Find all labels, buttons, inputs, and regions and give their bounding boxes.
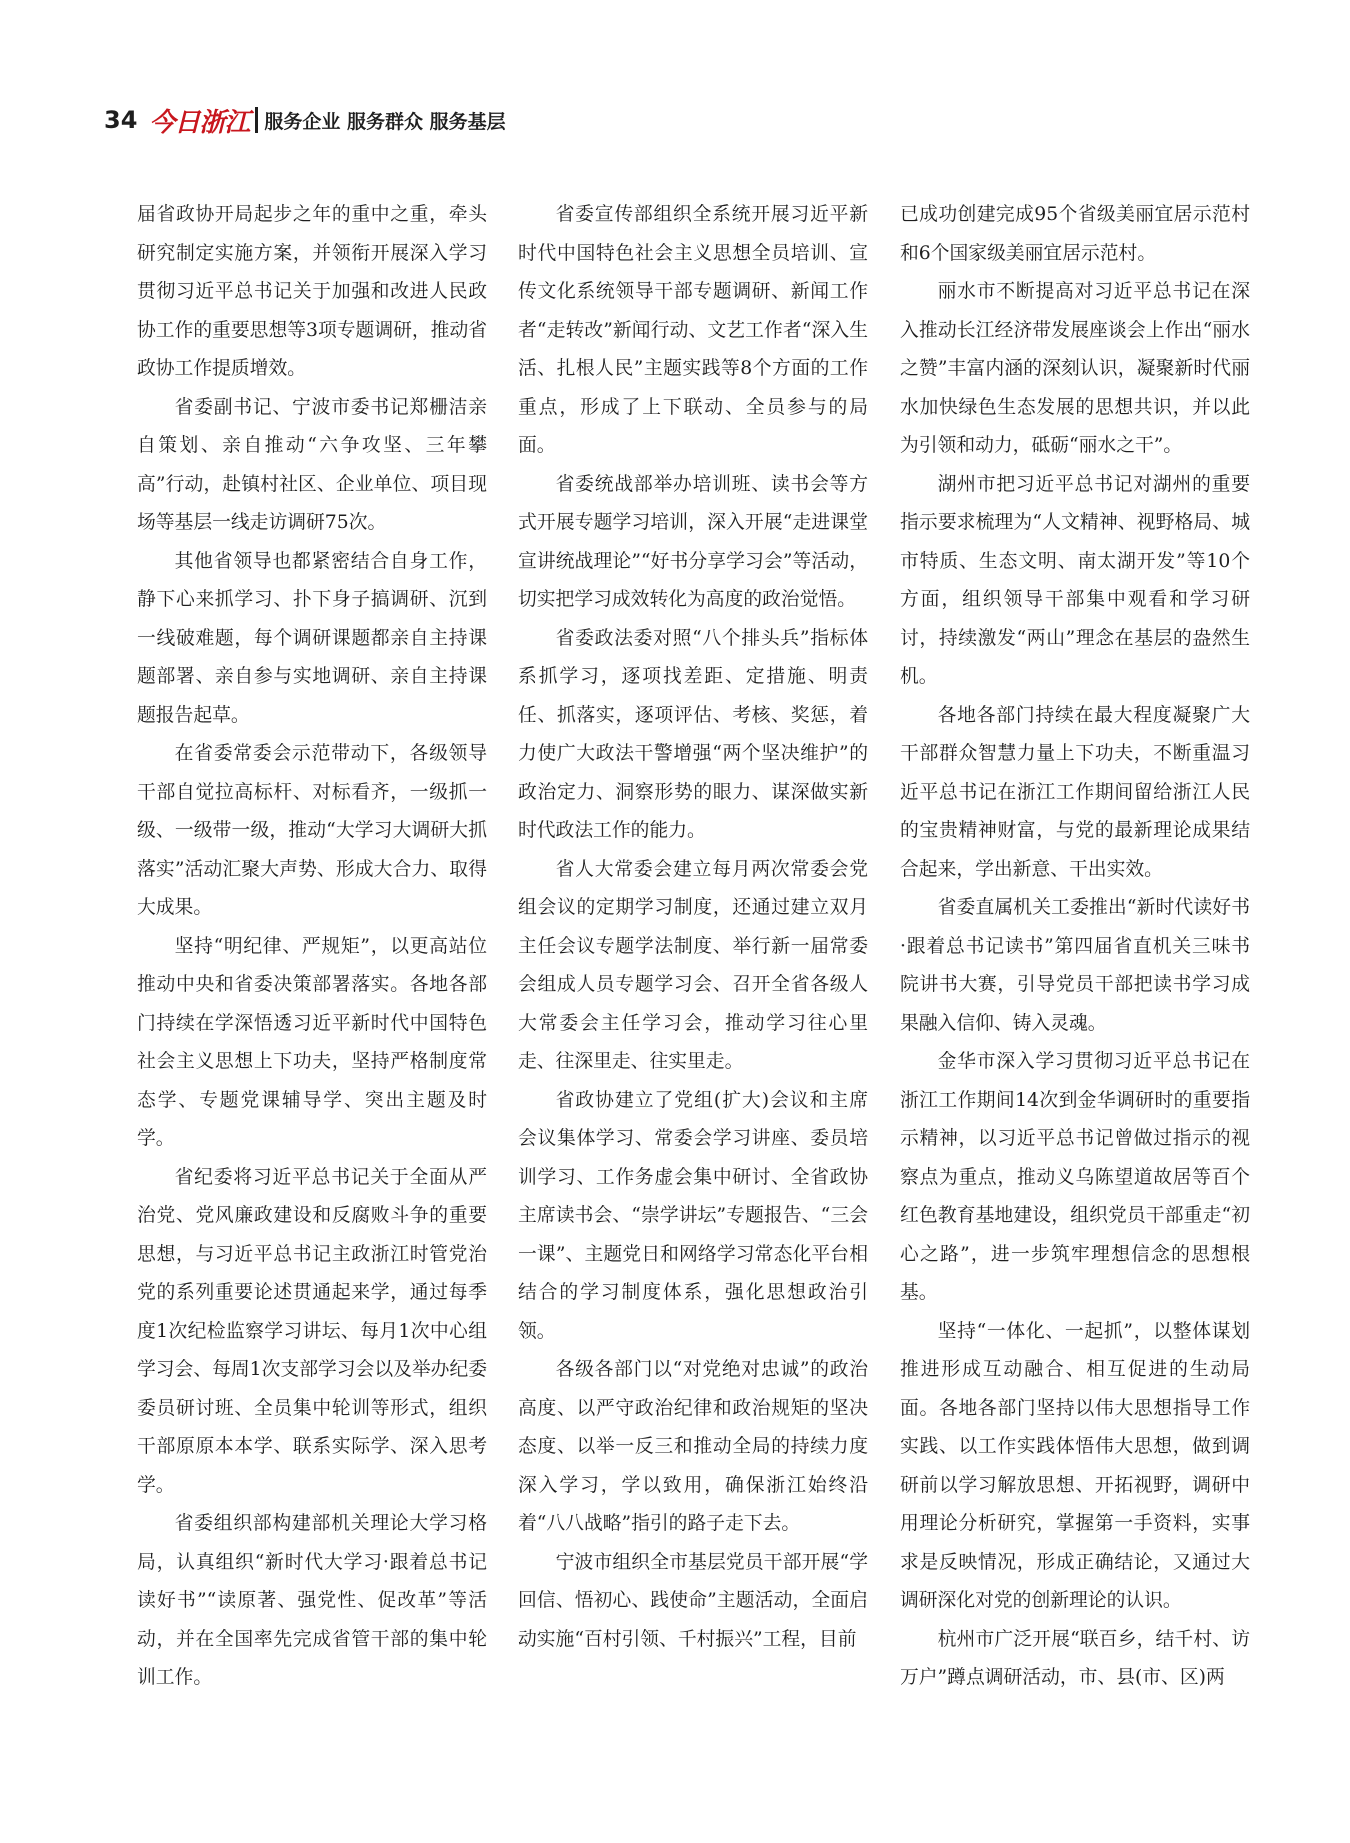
text-column-3: [900, 196, 1250, 1698]
paragraph: 已成功创建完成95个省级美丽宜居示范村和6个国家级美丽宜居示范村。: [900, 204, 1250, 264]
paragraph: 宁波市组织全市基层党员干部开展“学回信、悟初心、践使命”主题活动，全面启动实施“百村引领、千村振兴”工程，目前: [518, 1551, 868, 1650]
paragraph: 坚持“明纪律、严规矩”，以更高站位推动中央和省委决策部署落实。各地各部门持续在学深悟透习近平新时代中国特色社会主义思想上下功夫，坚持严格制度常态学、专题党课辅导学、突出主题及时学。: [137, 935, 487, 1149]
paragraph: 坚持“一体化、一起抓”，以整体谋划推进形成互动融合、相互促进的生动局面。各地各部门坚持以伟大思想指导工作实践、以工作实践体悟伟大思想，做到调研前以学习解放思想、开拓视野，调研中用理论分析研究，掌握第一手资料，实事求是反映情况，形成正确结论，又通过大调研深化对党的创新理论的认识。: [900, 1320, 1250, 1611]
paragraph: 省纪委将习近平总书记关于全面从严治党、党风廉政建设和反腐败斗争的重要思想，与习近平总书记主政浙江时管党治党的系列重要论述贯通起来学，通过每季度1次纪检监察学习讲坛、每月1次中心组学习会、每周1次支部学习会以及举办纪委委员研讨班、全员集中轮训等形式，组织干部原原本本学、联系实际学、深入思考学。: [137, 1166, 488, 1496]
paragraph: 省委组织部构建部机关理论大学习格局，认真组织“新时代大学习·跟着总书记读好书”“读原著、强党性、促改革”等活动，并在全国率先完成省管干部的集中轮训工作。: [137, 1513, 487, 1688]
paragraph: 各地各部门持续在最大程度凝聚广大干部群众智慧力量上下功夫，不断重温习近平总书记在浙江工作期间留给浙江人民的宝贵精神财富，与党的最新理论成果结合起来，学出新意、干出实效。: [900, 704, 1250, 880]
paragraph: 省人大常委会建立每月两次常委会党组会议的定期学习制度，还通过建立双月主任会议专题学法制度、举行新一届常委会组成人员专题学习会、召开全省各级人大常委会主任学习会，推动学习往心里走、往深里走、往实里走。: [518, 858, 868, 1072]
header-slogan: 服务企业 服务群众 服务基层: [264, 110, 506, 133]
paragraph: 丽水市不断提高对习近平总书记在深入推动长江经济带发展座谈会上作出“丽水之赞”丰富内涵的深刻认识，凝聚新时代丽水加快绿色生态发展的思想共识，并以此为引领和动力，砥砺“丽水之干”。: [900, 281, 1250, 456]
page-header: [104, 102, 506, 138]
paragraph: 省政协建立了党组(扩大)会议和主席会议集体学习、常委会学习讲座、委员培训学习、工作务虚会集中研讨、全省政协主席读书会、“崇学讲坛”专题报告、“三会一课”、主题党日和网络学习常态化平台相结合的学习制度体系，强化思想政治引领。: [518, 1089, 868, 1342]
page-number: 34: [104, 106, 138, 134]
paragraph: 届省政协开局起步之年的重中之重，牵头研究制定实施方案，并领衔开展深入学习贯彻习近平总书记关于加强和改进人民政协工作的重要思想等3项专题调研，推动省政协工作提质增效。: [137, 204, 488, 379]
paragraph: 杭州市广泛开展“联百乡，结千村、访万户”蹲点调研活动，市、县(市、区)两: [900, 1628, 1250, 1688]
paragraph: 在省委常委会示范带动下，各级领导干部自觉拉高标杆、对标看齐，一级抓一级、一级带一级，推动“大学习大调研大抓落实”活动汇聚大声势、形成大合力、取得大成果。: [137, 743, 487, 918]
paragraph: 省委政法委对照“八个排头兵”指标体系抓学习，逐项找差距、定措施、明责任、抓落实，逐项评估、考核、奖惩，着力使广大政法干警增强“两个坚决维护”的政治定力、洞察形势的眼力、谋深做实新时代政法工作的能力。: [518, 627, 868, 841]
paragraph: 其他省领导也都紧密结合自身工作，静下心来抓学习、扑下身子搞调研、沉到一线破难题，每个调研课题都亲自主持课题部署、亲自参与实地调研、亲自主持课题报告起草。: [137, 550, 487, 726]
paragraph: 省委宣传部组织全系统开展习近平新时代中国特色社会主义思想全员培训、宣传文化系统领导干部专题调研、新闻工作者“走转改”新闻行动、文艺工作者“深入生活、扎根人民”主题实践等8个方面的工作重点，形成了上下联动、全员参与的局面。: [518, 204, 868, 456]
paragraph: 各级各部门以“对党绝对忠诚”的政治高度、以严守政治纪律和政治规矩的坚决态度、以举一反三和推动全局的持续力度深入学习，学以致用，确保浙江始终沿着“八八战略”指引的路子走下去。: [518, 1359, 868, 1534]
paragraph: 省委副书记、宁波市委书记郑栅洁亲自策划、亲自推动“六争攻坚、三年攀高”行动，赴镇村社区、企业单位、项目现场等基层一线走访调研75次。: [137, 396, 487, 533]
header-divider: [255, 107, 258, 133]
paragraph: 省委直属机关工委推出“新时代读好书·跟着总书记读书”第四届省直机关三味书院讲书大赛，引导党员干部把读书学习成果融入信仰、铸入灵魂。: [900, 897, 1250, 1034]
text-column-2: [518, 196, 868, 1659]
magazine-logo: 今日浙江: [149, 107, 250, 138]
text-column-1: [137, 196, 487, 1698]
paragraph: 金华市深入学习贯彻习近平总书记在浙江工作期间14次到金华调研时的重要指示精神，以习近平总书记曾做过指示的视察点为重点，推动义乌陈望道故居等百个红色教育基地建设，组织党员干部重走“初心之路”，进一步筑牢理想信念的思想根基。: [900, 1051, 1250, 1303]
paragraph: 省委统战部举办培训班、读书会等方式开展专题学习培训，深入开展“走进课堂宣讲统战理论”“好书分享学习会”等活动，切实把学习成效转化为高度的政治觉悟。: [518, 473, 868, 610]
paragraph: 湖州市把习近平总书记对湖州的重要指示要求梳理为“人文精神、视野格局、城市特质、生态文明、南太湖开发”等10个方面，组织领导干部集中观看和学习研讨，持续激发“两山”理念在基层的盎然生机。: [900, 473, 1250, 687]
